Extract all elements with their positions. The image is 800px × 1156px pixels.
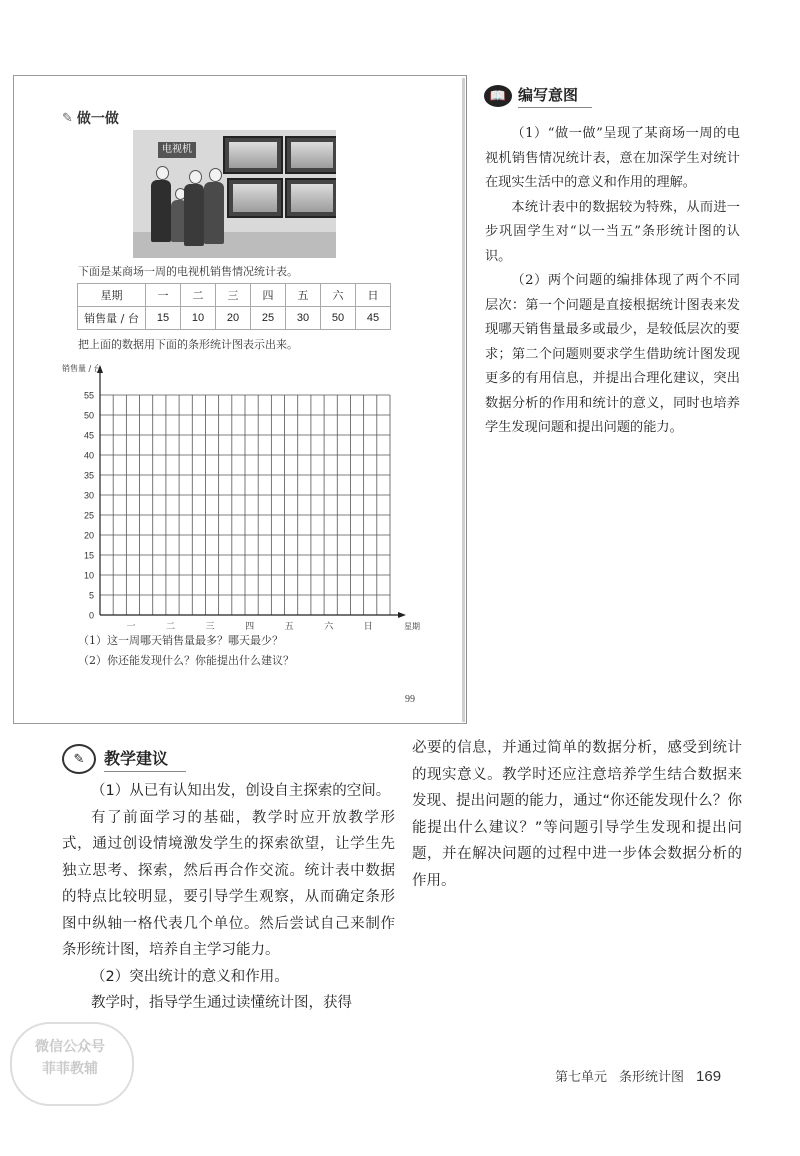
- x-tick-label: 二: [166, 622, 176, 632]
- day-cell: 五: [286, 284, 321, 307]
- x-tick-label: 四: [245, 622, 255, 632]
- teaching-left-column: [62, 778, 395, 1017]
- tv-store-illustration: [133, 130, 336, 258]
- table-header-row: [78, 284, 391, 307]
- y-tick-label: 5: [88, 590, 94, 601]
- tv-screen: [227, 178, 283, 218]
- value-cell: 45: [356, 307, 391, 330]
- intent-paragraph: （2）两个问题的编排体现了两个不同层次：第一个问题是直接根据统计图表来发现哪天销售量最多或最少，是较低层次的要求；第二个问题则要求学生借助统计图发现更多的有用信息，并提出合理化建议，突出数据分析的作用和统计的意义，同时也培养学生发现问题和提出问题的能力。: [485, 273, 740, 435]
- day-cell: 六: [321, 284, 356, 307]
- y-tick-label: 35: [83, 470, 94, 481]
- pencil-icon: ✎: [62, 110, 73, 126]
- y-tick-label: 25: [83, 510, 94, 521]
- page-footer: [555, 1066, 721, 1085]
- x-tick-label: 三: [205, 622, 215, 632]
- y-tick-label: 10: [83, 570, 94, 581]
- x-tick-label: 一: [126, 622, 136, 632]
- y-tick-label: 40: [83, 450, 94, 461]
- y-tick-label: 55: [83, 390, 94, 401]
- person-figure: [184, 184, 204, 246]
- teaching-right-column: [412, 735, 742, 894]
- x-tick-label: 六: [324, 622, 334, 632]
- teaching-paragraph: 必要的信息，并通过简单的数据分析，感受到统计的现实意义。教学时还应注意培养学生结合数据来发现、提出问题的能力，通过“你还能发现什么？你能提出什么建议？”等问题引导学生发现和提出问题，并在解决问题的过程中进一步体会数据分析的作用。: [412, 740, 742, 889]
- teaching-paragraph: （1）从已有认知出发，创设自主探索的空间。: [91, 783, 391, 799]
- teaching-heading: [62, 744, 186, 774]
- y-tick-label: 30: [83, 490, 94, 501]
- teaching-paragraph: 有了前面学习的基础，教学时应开放教学形式，通过创设情境激发学生的探索欲望，让学生先独立思考、探索，然后再合作交流。统计表中数据的特点比较明显，要引导学生观察，从而确定条形图中纵轴一格代表几个单位。然后尝试自己来制作条形统计图，培养自主学习能力。: [62, 809, 395, 958]
- y-tick-label: 15: [83, 550, 94, 561]
- x-tick-label: 五: [284, 622, 294, 632]
- tv-screen: [285, 136, 336, 174]
- day-cell: 四: [251, 284, 286, 307]
- tv-screen: [223, 136, 283, 174]
- value-cell: 15: [146, 307, 181, 330]
- watermark-line-1: 微信公众号: [35, 1039, 105, 1055]
- value-cell: 50: [321, 307, 356, 330]
- x-axis-label: 星期: [404, 622, 420, 631]
- intent-body: [485, 122, 740, 441]
- teaching-paragraph: （2）突出统计的意义和作用。: [91, 968, 289, 985]
- y-tick-label: 50: [83, 410, 94, 421]
- watermark: [10, 1022, 130, 1102]
- intent-paragraph: 本统计表中的数据较为特殊，从而进一步巩固学生对“以一当五”条形统计图的认识。: [485, 199, 740, 264]
- value-cell: 20: [216, 307, 251, 330]
- day-cell: 三: [216, 284, 251, 307]
- intent-heading: [484, 84, 592, 108]
- blank-bar-chart: [60, 355, 420, 635]
- lightbulb-icon: ✎: [62, 744, 96, 774]
- store-sign: 电视机: [158, 142, 196, 158]
- inset-page-number: 99: [405, 694, 415, 705]
- x-axis-arrow: [398, 612, 406, 618]
- tv-screen: [285, 178, 336, 218]
- watermark-line-2: 菲菲教辅: [42, 1061, 98, 1077]
- row-label: 销售量 / 台: [78, 307, 146, 330]
- chart-caption: 把上面的数据用下面的条形统计图表示出来。: [78, 338, 298, 351]
- day-cell: 二: [181, 284, 216, 307]
- try-it-label: 做一做: [76, 111, 119, 127]
- question-1: （1）这一周哪天销售量最多？哪天最少？: [78, 634, 283, 647]
- intent-title: 编写意图: [518, 84, 592, 108]
- y-axis-label: 销售量 / 台: [62, 364, 102, 373]
- value-cell: 30: [286, 307, 321, 330]
- footer-chapter: 条形统计图: [619, 1070, 685, 1085]
- footer-page-number: 169: [696, 1068, 722, 1085]
- sales-table: [77, 283, 391, 330]
- question-2: （2）你还能发现什么？你能提出什么建议？: [78, 654, 294, 667]
- value-cell: 25: [251, 307, 286, 330]
- try-it-heading: [62, 108, 119, 128]
- intent-paragraph: （1）“做一做”呈现了某商场一周的电视机销售情况统计表，意在加深学生对统计在现实生活中的意义和作用的理解。: [485, 126, 740, 190]
- teaching-title: 教学建议: [104, 746, 186, 772]
- footer-unit: 第七单元: [555, 1070, 608, 1085]
- header-label: 星期: [78, 284, 146, 307]
- table-caption: 下面是某商场一周的电视机销售情况统计表。: [78, 265, 298, 278]
- day-cell: 日: [356, 284, 391, 307]
- salesperson-figure: [204, 182, 224, 244]
- value-cell: 10: [181, 307, 216, 330]
- table-row: [78, 307, 391, 330]
- day-cell: 一: [146, 284, 181, 307]
- person-figure: [151, 180, 171, 242]
- y-tick-label: 0: [88, 610, 94, 621]
- open-book-icon: 📖: [484, 85, 512, 107]
- y-tick-label: 20: [83, 530, 94, 541]
- inset-shadow: [462, 78, 465, 722]
- x-tick-label: 日: [363, 622, 373, 632]
- y-tick-label: 45: [83, 430, 94, 441]
- teaching-paragraph: 教学时，指导学生通过读懂统计图，获得: [91, 995, 352, 1011]
